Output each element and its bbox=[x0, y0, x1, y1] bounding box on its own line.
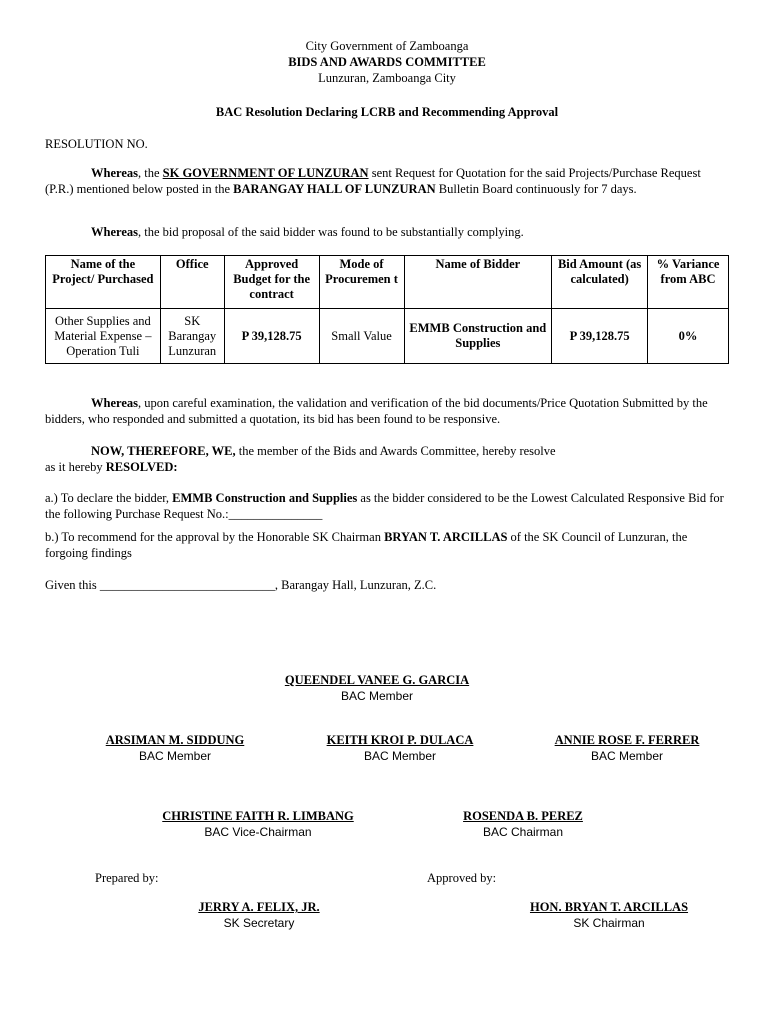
bid-table-wrapper bbox=[45, 255, 729, 364]
text: as it hereby bbox=[45, 460, 106, 474]
now-therefore-lead: NOW, THEREFORE, WE, bbox=[91, 444, 236, 458]
signatory-role: SK Chairman bbox=[573, 916, 645, 930]
signatory-name: CHRISTINE FAITH R. LIMBANG bbox=[162, 809, 354, 823]
signatory-name: ROSENDA B. PEREZ bbox=[463, 809, 583, 823]
signatory-perez bbox=[423, 808, 623, 840]
cell-variance: 0% bbox=[648, 309, 729, 364]
text: b.) To recommend for the approval by the Honorable SK Chairman bbox=[45, 530, 385, 544]
signatory-name: HON. BRYAN T. ARCILLAS bbox=[529, 900, 689, 914]
signatory-limbang bbox=[143, 808, 373, 840]
cell-office: SK Barangay Lunzuran bbox=[160, 309, 224, 364]
cell-project: Other Supplies and Material Expense – Operation Tuli bbox=[46, 309, 161, 364]
signatory-ferrer bbox=[517, 732, 737, 764]
approved-by-label: Approved by: bbox=[427, 871, 497, 885]
place-name: BARANGAY HALL OF LUNZURAN bbox=[233, 182, 436, 196]
cell-bid-amount: P 39,128.75 bbox=[552, 309, 648, 364]
signatory-garcia bbox=[277, 672, 477, 704]
prepared-by-label: Prepared by: bbox=[95, 871, 159, 885]
header-project: Name of the Project/ Purchased bbox=[46, 256, 161, 309]
city-government-line: City Government of Zamboanga bbox=[305, 39, 469, 53]
signatory-arcillas bbox=[509, 899, 709, 931]
bid-table bbox=[45, 255, 729, 364]
address-line: Lunzuran, Zamboanga City bbox=[318, 71, 456, 85]
signatory-role: BAC Vice-Chairman bbox=[204, 825, 312, 839]
text: , the bid proposal of the said bidder was found to be substantially complying. bbox=[138, 225, 524, 239]
whereas-lead: Whereas bbox=[91, 166, 138, 180]
letterhead bbox=[45, 38, 729, 86]
text: the member of the Bids and Awards Committee, hereby resolve bbox=[235, 444, 556, 458]
signatory-role: SK Secretary bbox=[223, 916, 295, 930]
signatory-siddung bbox=[65, 732, 285, 764]
resolved-line bbox=[45, 459, 729, 475]
signatory-role: BAC Member bbox=[590, 749, 664, 763]
now-therefore-line bbox=[45, 443, 729, 459]
text: , upon careful examination, the validation and verification of the bid documents/Price Quotation Submitted by the bidders, who responded and submitted a quotation, its bid has been found to be responsive. bbox=[45, 396, 708, 426]
committee-name: BIDS AND AWARDS COMMITTEE bbox=[288, 55, 486, 69]
header-bid-amount: Bid Amount (as calculated) bbox=[552, 256, 648, 309]
header-mode: Mode of Procuremen t bbox=[319, 256, 404, 309]
text: as the bidder considered to be the Lowest Calculated Responsive Bid for the following Purchase Request No.:_______________ bbox=[45, 491, 724, 521]
bidder-name: EMMB Construction and Supplies bbox=[172, 491, 358, 505]
header-office: Office bbox=[160, 256, 224, 309]
text: of the SK Council of Lunzuran, the forgoing findings bbox=[45, 530, 688, 560]
now-therefore-paragraph bbox=[45, 443, 729, 475]
table-header-row bbox=[46, 256, 729, 309]
item-b bbox=[45, 529, 729, 561]
signatory-role: BAC Chairman bbox=[482, 825, 564, 839]
header-budget: Approved Budget for the contract bbox=[224, 256, 319, 309]
text: Bulletin Board continuously for 7 days. bbox=[435, 182, 637, 196]
whereas-paragraph-2 bbox=[45, 224, 729, 240]
signatory-name: JERRY A. FELIX, JR. bbox=[198, 900, 320, 914]
header-variance: % Variance from ABC bbox=[648, 256, 729, 309]
signatory-role: BAC Member bbox=[138, 749, 212, 763]
entity-name: SK GOVERNMENT OF LUNZURAN bbox=[162, 166, 369, 180]
document-title: BAC Resolution Declaring LCRB and Recommending Approval bbox=[215, 105, 559, 119]
whereas-lead: Whereas bbox=[91, 225, 138, 239]
given-line: Given this ____________________________, Barangay Hall, Lunzuran, Z.C. bbox=[45, 578, 437, 592]
text: , the bbox=[138, 166, 163, 180]
signatory-felix bbox=[159, 899, 359, 931]
chairman-name: BRYAN T. ARCILLAS bbox=[384, 530, 508, 544]
text: sent Request for Quotation for the said Projects/Purchase Request (P.R.) mentioned below posted in the bbox=[45, 166, 701, 196]
cell-budget: P 39,128.75 bbox=[224, 309, 319, 364]
signatory-name: KEITH KROI P. DULACA bbox=[326, 733, 474, 747]
cell-mode: Small Value bbox=[319, 309, 404, 364]
signatory-name: ANNIE ROSE F. FERRER bbox=[554, 733, 700, 747]
resolution-number: RESOLUTION NO. bbox=[45, 137, 148, 151]
whereas-paragraph-3 bbox=[45, 395, 729, 427]
signatory-name: ARSIMAN M. SIDDUNG bbox=[105, 733, 245, 747]
whereas-paragraph-1 bbox=[45, 165, 729, 197]
signatory-role: BAC Member bbox=[363, 749, 437, 763]
header-bidder: Name of Bidder bbox=[404, 256, 552, 309]
resolved-label: RESOLVED: bbox=[105, 460, 178, 474]
text: a.) To declare the bidder, bbox=[45, 491, 173, 505]
signatory-name: QUEENDEL VANEE G. GARCIA bbox=[284, 673, 470, 687]
cell-bidder: EMMB Construction and Supplies bbox=[404, 309, 552, 364]
signatory-dulaca bbox=[290, 732, 510, 764]
table-row bbox=[46, 309, 729, 364]
whereas-lead: Whereas bbox=[91, 396, 138, 410]
signatory-role: BAC Member bbox=[340, 689, 414, 703]
item-a bbox=[45, 490, 729, 522]
